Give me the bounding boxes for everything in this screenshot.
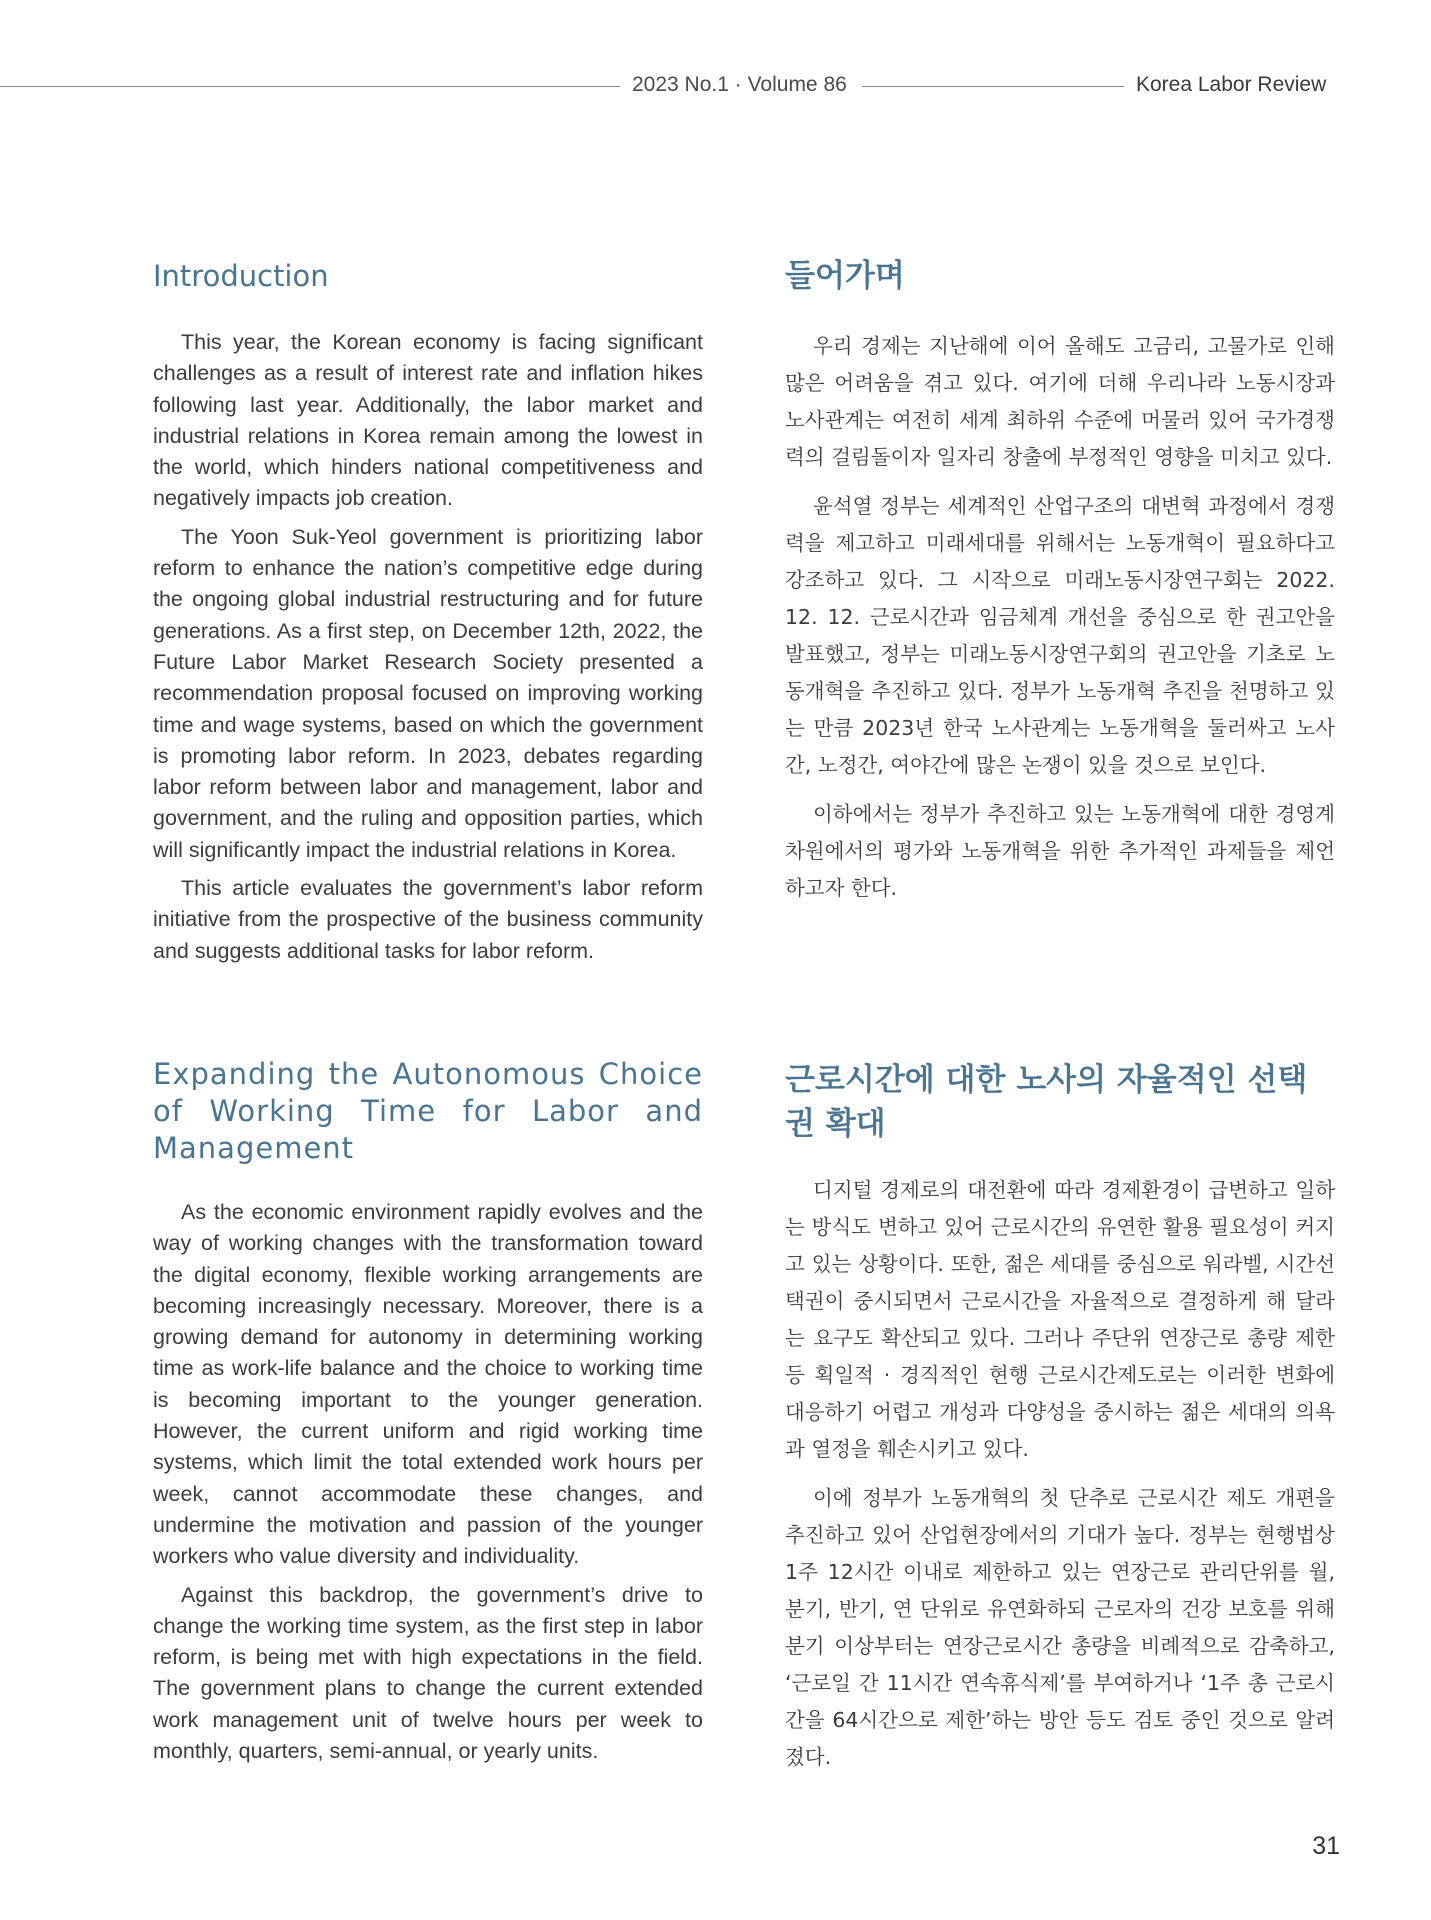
intro-en-paragraph: This year, the Korean economy is facing significant challenges as a result of interest rate and inflation hikes following last year. Additionally, the labor market and industrial relations in Korea remain among the lowest in the world, which hinders national competitiveness and negatively impacts job creation.: [153, 330, 703, 511]
autonomy-ko-section: [785, 1058, 1335, 1788]
intro-en-heading: Introduction: [153, 259, 329, 293]
intro-en-paragraph: This article evaluates the government’s labor reform initiative from the prospective of the business community and suggests additional tasks for labor reform.: [153, 876, 703, 963]
page-number: 31: [1312, 1832, 1340, 1860]
header-rule-left: [0, 86, 620, 87]
intro-ko-section: [785, 254, 1335, 919]
autonomy-ko-heading: 근로시간에 대한 노사의 자율적인 선택권 확대: [785, 1062, 1308, 1142]
intro-ko-heading: 들어가며: [785, 258, 905, 294]
autonomy-en-paragraph: As the economic environment rapidly evolves and the way of working changes with the transformation toward the digital economy, flexible working arrangements are becoming increasingly necessary. Moreover, there is a growing demand for autonomy in determining working time as work-life balance and the choice to working time is becoming important to the younger generation. However, the current uniform and rigid working time systems, which limit the total extended work hours per week, cannot accommodate these changes, and undermine the motivation and passion of the younger workers who value diversity and individuality.: [153, 1200, 703, 1569]
journal-title: Korea Labor Review: [1136, 73, 1327, 96]
intro-en-paragraph: The Yoon Suk-Yeol government is prioritizing labor reform to enhance the nation’s competitive edge during the ongoing global industrial restructuring and for future generations. As a first step, on December 12th, 2022, the Future Labor Market Research Society presented a recommendation proposal focused on improving working time and wage systems, based on which the government is promoting labor reform. In 2023, debates regarding labor reform between labor and management, labor and government, and the ruling and opposition parties, which will significantly impact the industrial relations in Korea.: [153, 524, 703, 862]
issue-label: 2023 No.1 · Volume 86: [632, 73, 847, 96]
intro-ko-paragraph: 우리 경제는 지난해에 이어 올해도 고금리, 고물가로 인해 많은 어려움을 겪고 있다. 여기에 더해 우리나라 노동시장과 노사관계는 여전히 세계 최하위 수준에 머물러 있어 국가경쟁력의 걸림돌이자 일자리 창출에 부정적인 영향을 미치고 있다.: [785, 334, 1335, 469]
autonomy-ko-paragraph: 이에 정부가 노동개혁의 첫 단추로 근로시간 제도 개편을 추진하고 있어 산업현장에서의 기대가 높다. 정부는 현행법상 1주 12시간 이내로 제한하고 있는 연장근로 관리단위를 월, 분기, 반기, 연 단위로 유연화하되 근로자의 건강 보호를 위해 분기 이상부터는 연장근로시간 총량을 비례적으로 감축하고, ‘근로일 간 11시간 연속휴식제’를 부여하거나 ‘1주 총 근로시간을 64시간으로 제한’하는 방안 등도 검토 중인 것으로 알려졌다.: [785, 1486, 1335, 1769]
header-rule-middle: [862, 86, 1124, 87]
intro-ko-paragraph: 이하에서는 정부가 추진하고 있는 노동개혁에 대한 경영계 차원에서의 평가와 노동개혁을 위한 추가적인 과제들을 제언하고자 한다.: [785, 802, 1335, 900]
intro-en-section: [153, 258, 703, 974]
intro-ko-paragraph: 윤석열 정부는 세계적인 산업구조의 대변혁 과정에서 경쟁력을 제고하고 미래세대를 위해서는 노동개혁이 필요하다고 강조하고 있다. 그 시작으로 미래노동시장연구회는 2022. 12. 12. 근로시간과 임금체계 개선을 중심으로 한 권고안을 발표했고, 정부는 미래노동시장연구회의 권고안을 기초로 노동개혁을 추진하고 있다. 정부가 노동개혁 추진을 천명하고 있는 만큼 2023년 한국 노사관계는 노동개혁을 둘러싸고 노사간, 노정간, 여야간에 많은 논쟁이 있을 것으로 보인다.: [785, 494, 1335, 777]
autonomy-en-section: [153, 1056, 703, 1774]
autonomy-en-paragraph: Against this backdrop, the government’s drive to change the working time system, as the first step in labor reform, is being met with high expectations in the field. The government plans to change the current extended work management unit of twelve hours per week to monthly, quarters, semi-annual, or yearly units.: [153, 1582, 703, 1764]
autonomy-en-heading: Expanding the Autonomous Choice of Working Time for Labor and Management: [153, 1057, 703, 1165]
autonomy-ko-paragraph: 디지털 경제로의 대전환에 따라 경제환경이 급변하고 일하는 방식도 변하고 있어 근로시간의 유연한 활용 필요성이 커지고 있는 상황이다. 또한, 젊은 세대를 중심으로 워라벨, 시간선택권이 중시되면서 근로시간을 자율적으로 결정하게 해 달라는 요구도 확산되고 있다. 그러나 주단위 연장근로 총량 제한 등 획일적 · 경직적인 현행 근로시간제도로는 이러한 변화에 대응하기 어렵고 개성과 다양성을 중시하는 젊은 세대의 의욕과 열정을 훼손시키고 있다.: [785, 1178, 1335, 1461]
